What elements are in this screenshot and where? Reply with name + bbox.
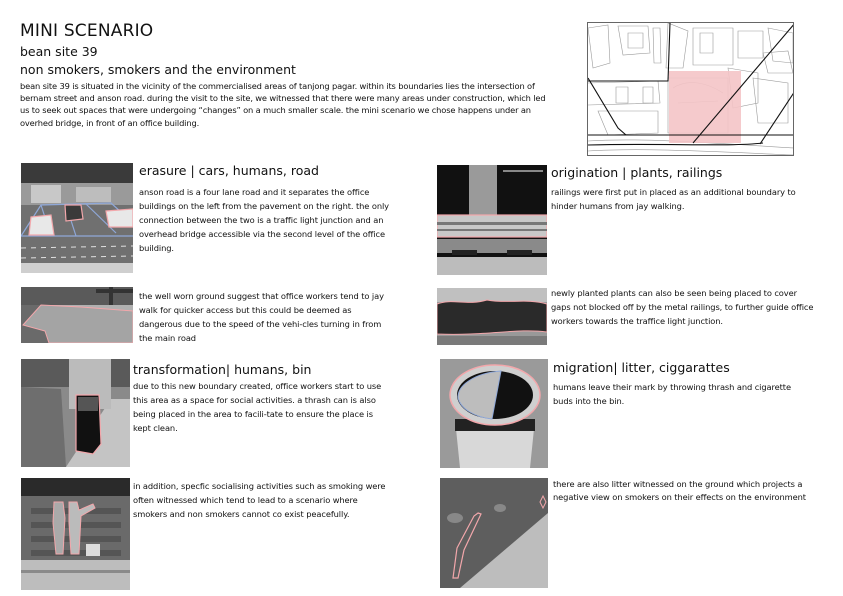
origination-text-1: railings were first put in placed as an additional boundary to hinder humans from jay walking. xyxy=(551,187,796,211)
transformation-text-1: due to this new boundary created, office workers start to use this area as a space for social activities. a thrash can is also being placed in the area to facili-tate to ensure the place is kept clean. xyxy=(133,381,382,433)
smokers-photo-graphic xyxy=(21,478,130,590)
site-map-drawing xyxy=(588,23,794,156)
origination-text-2: newly planted plants can also be seen being placed to cover gaps not blocked off by the metal railings, to further guide office workers towards the traffice light junction. xyxy=(551,288,814,326)
theme-subtitle: non smokers, smokers and the environment xyxy=(20,62,296,77)
photo-planted-plants xyxy=(437,288,547,345)
photo-trash-bin xyxy=(21,359,130,467)
erasure-text-1: anson road is a four lane road and it separates the office buildings on the left from the pavement on the right. the only connection between the two is a traffic light junction and an overhead bridge accessible via the second level of the office building. xyxy=(139,187,389,253)
site-boundary-highlight xyxy=(669,71,741,143)
section-heading-erasure: erasure | cars, humans, road xyxy=(139,163,319,178)
photo-railings xyxy=(437,165,547,275)
plants-photo-graphic xyxy=(437,288,547,345)
ground-photo-graphic xyxy=(21,287,133,343)
migration-text-1: humans leave their mark by throwing thrash and cigarette buds into the bin. xyxy=(553,382,791,406)
section-heading-transformation: transformation| humans, bin xyxy=(133,362,312,377)
litter-photo-graphic xyxy=(440,478,548,588)
photo-smokers-stairs xyxy=(21,478,130,590)
photo-worn-ground xyxy=(21,287,133,343)
section-heading-origination: origination | plants, railings xyxy=(551,165,723,180)
photo-anson-road-cars xyxy=(21,163,133,273)
erasure-text-2: the well worn ground suggest that office workers tend to jay walk for quicker access but this could be deemed as dangerous due to the speed of the vehi-cles turning in from the main road xyxy=(139,291,384,343)
railings-photo-graphic xyxy=(437,165,547,275)
road-photo-graphic xyxy=(21,163,133,273)
photo-bin-cigarettes xyxy=(440,359,548,468)
page-title: MINI SCENARIO xyxy=(20,21,154,41)
intro-paragraph: bean site 39 is situated in the vicinity of the commercialised areas of tanjong pagar. within its boundaries lies the intersection of bernam street and anson road. during the visit to the site, we witnessed that there were many areas under construction, which led us to seek out spaces that were undergoing “changes” on a much smaller scale. the mini scenario we chose happens under an overhed bridge, in front of an office building. xyxy=(20,81,546,128)
section-heading-migration: migration| litter, ciggarattes xyxy=(553,360,730,375)
cigarettes-photo-graphic xyxy=(440,359,548,468)
migration-text-2: there are also litter witnessed on the ground which projects a negative view on smokers on their effects on the environment xyxy=(553,479,806,502)
site-subtitle: bean site 39 xyxy=(20,44,98,59)
bin-photo-graphic xyxy=(21,359,130,467)
site-map xyxy=(587,22,794,156)
photo-ground-litter xyxy=(440,478,548,588)
transformation-text-2: in addition, specfic socialising activities such as smoking were often witnessed which tend to lead to a scenario where smokers and non smokers cannot co exist peacefully. xyxy=(133,481,386,519)
